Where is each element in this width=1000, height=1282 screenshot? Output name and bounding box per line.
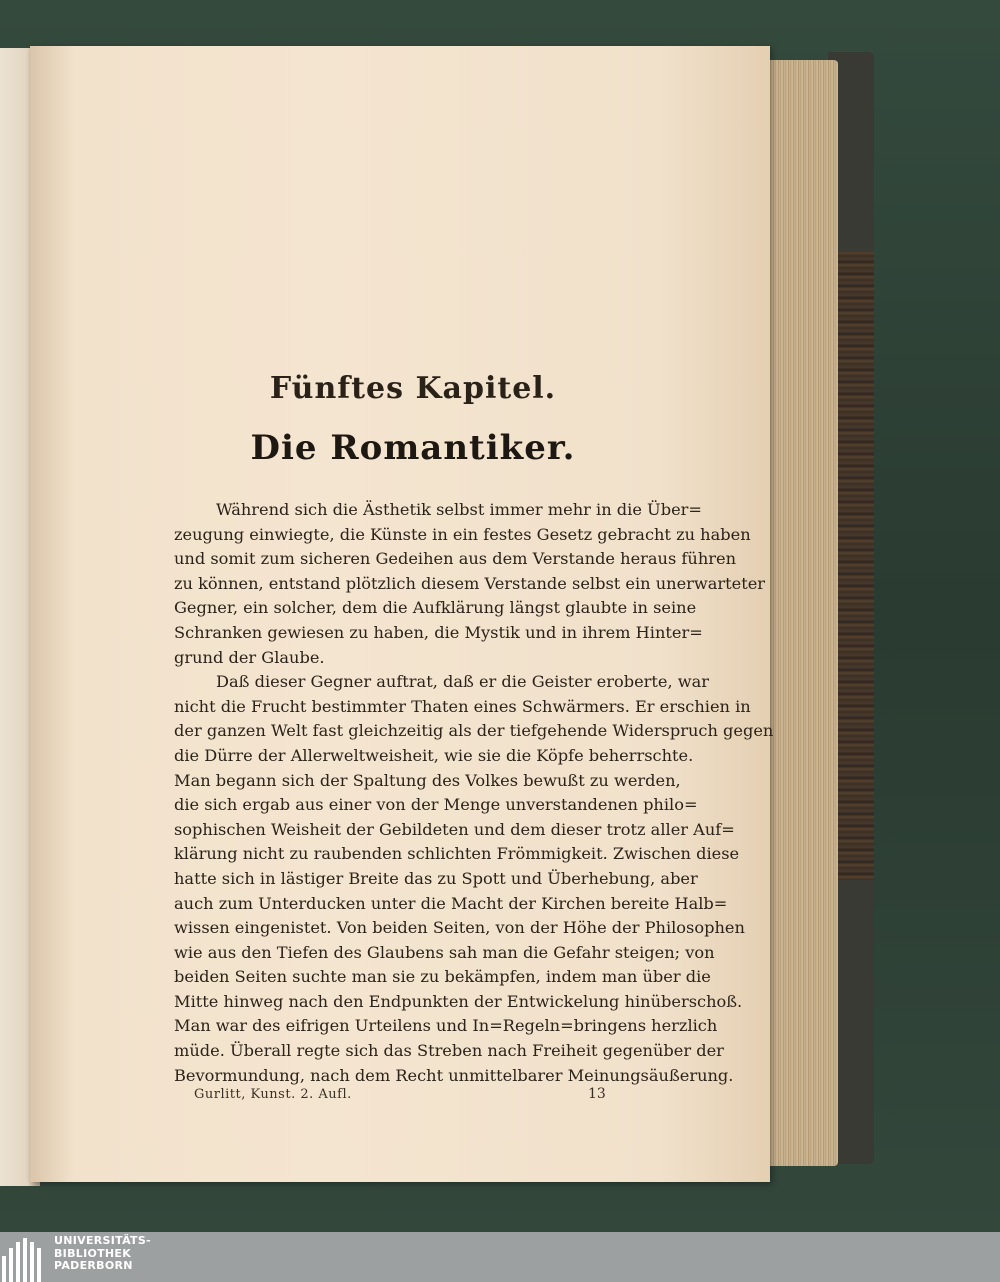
text-line: die sich ergab aus einer von der Menge unverstandenen philo=: [174, 795, 698, 815]
text-line: klärung nicht zu raubenden schlichten Frömmigkeit. Zwischen diese: [174, 844, 740, 864]
text-line: und somit zum sicheren Gedeihen aus dem Verstande heraus führen: [174, 549, 737, 569]
text-line: Schranken gewiesen zu haben, die Mystik und in ihrem Hinter=: [174, 622, 703, 642]
text-line: der ganzen Welt fast gleichzeitig als der tiefgehende Widerspruch gegen: [174, 721, 774, 741]
text-line: nicht die Frucht bestimmter Thaten eines Schwärmers. Er erschien in: [174, 696, 751, 716]
chapter-heading: Fünftes Kapitel.: [269, 371, 557, 406]
library-bar: [0, 1232, 1000, 1282]
text-line: grund der Glaube.: [174, 647, 325, 667]
library-name-line: UNIVERSITÄTS-: [54, 1234, 151, 1247]
text-line: Man war des eifrigen Urteilens und In=Regeln=bringens herzlich: [174, 1016, 718, 1036]
footer-signature: Gurlitt, Kunst. 2. Aufl.: [194, 1087, 352, 1102]
body-text: [174, 498, 774, 1088]
text-line: sophischen Weisheit der Gebildeten und dem dieser trotz aller Auf=: [174, 819, 735, 839]
library-logo-icon: [0, 1236, 48, 1282]
text-line: Mitte hinweg nach den Endpunkten der Entwickelung hinüberschoß.: [174, 991, 743, 1011]
text-line: auch zum Unterducken unter die Macht der Kirchen bereite Halb=: [174, 893, 728, 913]
text-line: Bevormundung, nach dem Recht unmittelbarer Meinungsäußerung.: [174, 1065, 734, 1085]
text-line: hatte sich in lästiger Breite das zu Spott und Überhebung, aber: [174, 868, 698, 888]
page-number: 13: [588, 1086, 606, 1102]
text-line: müde. Überall regte sich das Streben nach Freiheit gegenüber der: [174, 1041, 724, 1061]
text-line: beiden Seiten suchte man sie zu bekämpfen, indem man über die: [174, 967, 711, 987]
text-line: zu können, entstand plötzlich diesem Verstande selbst ein unerwarteter: [174, 573, 766, 593]
text-line: Gegner, ein solcher, dem die Aufklärung längst glaubte in seine: [174, 598, 697, 618]
text-line: die Dürre der Allerweltweisheit, wie sie die Köpfe beherrschte.: [174, 745, 694, 765]
book-page: [30, 46, 774, 1182]
text-line: zeugung einwiegte, die Künste in ein festes Gesetz gebracht zu haben: [174, 524, 751, 544]
library-name-line: PADERBORN: [54, 1259, 133, 1272]
text-line: wie aus den Tiefen des Glaubens sah man die Gefahr steigen; von: [174, 942, 715, 962]
library-name-line: BIBLIOTHEK: [54, 1246, 132, 1260]
chapter-title: Die Romantiker.: [250, 428, 576, 468]
text-line: wissen eingenistet. Von beiden Seiten, von der Höhe der Philosophen: [174, 918, 745, 938]
library-name: [54, 1235, 151, 1273]
text-line: Man begann sich der Spaltung des Volkes bewußt zu werden,: [174, 770, 681, 790]
text-line: Daß dieser Gegner auftrat, daß er die Geister eroberte, war: [216, 672, 710, 692]
page-edges: [764, 60, 838, 1166]
text-line: Während sich die Ästhetik selbst immer mehr in die Über=: [216, 500, 702, 519]
